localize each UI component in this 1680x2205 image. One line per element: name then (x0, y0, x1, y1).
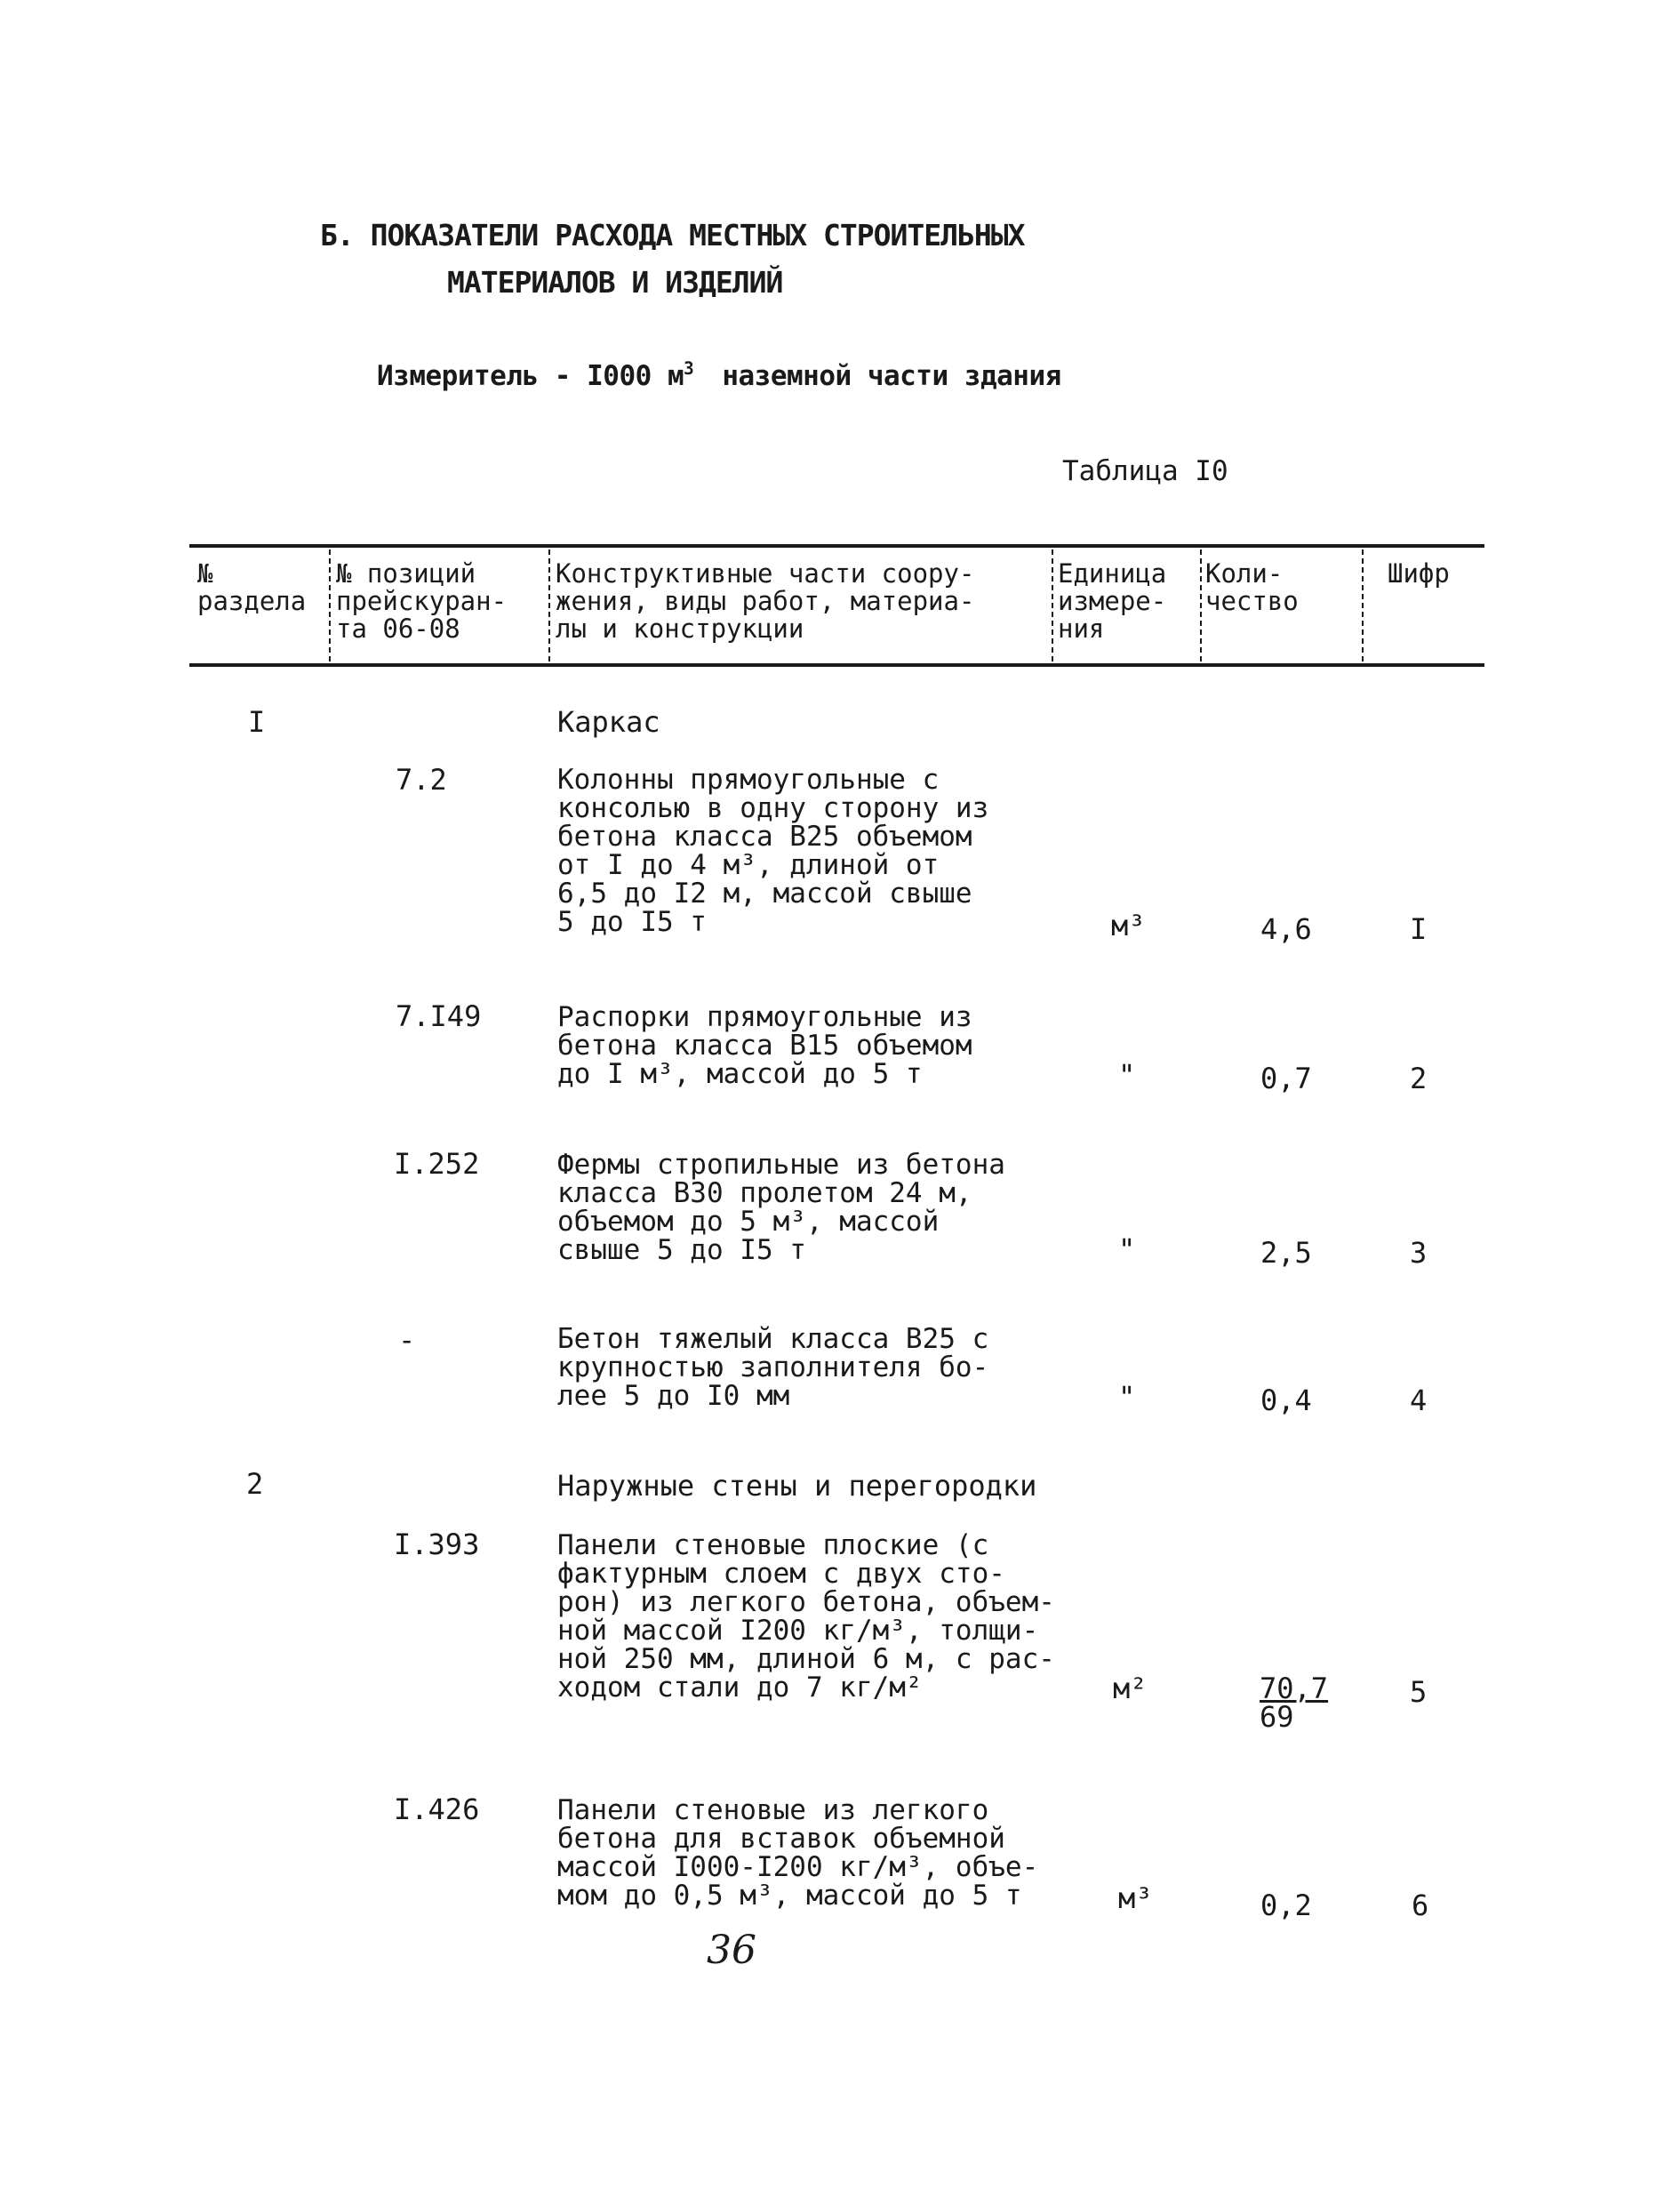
section-number: 2 (246, 1467, 264, 1501)
row-quantity: 4,6 (1260, 912, 1312, 946)
row-quantity: 0,7 (1260, 1062, 1312, 1095)
row-quantity-top: 70,7 (1260, 1672, 1329, 1705)
page-number: 36 (707, 1928, 756, 1973)
row-description: Фермы стропильные из бетона класса В30 пролетом 24 м, объемом до 5 м³, массой свыше 5 до I5 т (557, 1149, 1005, 1266)
row-description: Панели стеновые из легкого бетона для вставок объемной массой I000-I200 кг/м³, объе- мом до 0,5 м³, массой до 5 т (557, 1794, 1039, 1912)
row-description: Панели стеновые плоские (с фактурным слоем с двух сто- рон) из легкого бетона, объем- ной массой I200 кг/м³, толщи- ной 250 мм, длиной 6 м, с рас- ходом стали до 7 кг/м² (557, 1529, 1055, 1704)
header-divider-3 (1052, 549, 1053, 662)
row-description: Распорки прямоугольные из бетона класса В15 объемом до I м³, массой до 5 т (557, 1001, 972, 1090)
row-code: 6 (1412, 1888, 1429, 1922)
header-col-code: Шифр (1388, 558, 1450, 589)
section-title-line2: МАТЕРИАЛОВ И ИЗДЕЛИЙ (447, 265, 783, 300)
row-code: 4 (1410, 1383, 1428, 1417)
header-col-quantity: Коли- чество (1205, 558, 1299, 616)
row-unit: " (1118, 1232, 1136, 1266)
header-divider-5 (1362, 549, 1364, 662)
row-position: I.393 (394, 1527, 480, 1561)
row-position: I.426 (394, 1792, 480, 1826)
row-position: I.252 (394, 1147, 480, 1181)
header-divider-2 (548, 549, 550, 662)
header-top-rule (189, 544, 1484, 548)
row-code: 2 (1410, 1062, 1428, 1095)
section-number: I (248, 705, 266, 739)
header-col-section: № раздела (197, 558, 307, 616)
header-divider-4 (1200, 549, 1202, 662)
row-code: 5 (1410, 1675, 1428, 1709)
header-col-description: Конструктивные части соору- жения, виды работ, материа- лы и конструкции (556, 558, 975, 644)
row-position: 7.I49 (396, 999, 482, 1033)
table-label: Таблица I0 (1062, 455, 1228, 487)
measure-prefix: Измеритель - I000 м (377, 360, 684, 392)
row-unit: " (1118, 1380, 1136, 1414)
row-code: 3 (1410, 1236, 1428, 1270)
row-quantity: 2,5 (1260, 1236, 1312, 1270)
row-unit: м² (1113, 1672, 1148, 1705)
row-position: 7.2 (396, 763, 447, 797)
row-position: - (398, 1323, 416, 1357)
header-col-position: № позиций прейскуран- та 06-08 (336, 558, 508, 644)
header-col-unit: Единица измере- ния (1058, 558, 1167, 644)
row-unit: м³ (1111, 909, 1146, 942)
row-quantity: 0,2 (1260, 1888, 1312, 1922)
section-title-line1: Б. ПОКАЗАТЕЛИ РАСХОДА МЕСТНЫХ СТРОИТЕЛЬНЫХ (320, 218, 1025, 253)
header-divider-1 (329, 549, 331, 662)
row-description: Колонны прямоугольные с консолью в одну сторону из бетона класса В25 объемом от I до 4 м³, длиной от 6,5 до I2 м, массой свыше 5 до I5 т (557, 764, 989, 938)
section-title: Каркас (557, 705, 660, 739)
row-code: I (1410, 912, 1428, 946)
header-bottom-rule (189, 663, 1484, 667)
measure-sup: 3 (684, 357, 694, 379)
row-unit: " (1118, 1058, 1136, 1092)
measure-suffix: наземной части здания (722, 360, 1061, 392)
row-quantity-bottom: 69 (1260, 1700, 1294, 1734)
measure-line (377, 357, 1061, 392)
row-quantity: 0,4 (1260, 1383, 1312, 1417)
row-unit: м³ (1118, 1881, 1153, 1915)
section-title: Наружные стены и перегородки (557, 1469, 1037, 1503)
row-description: Бетон тяжелый класса В25 с крупностью заполнителя бо- лее 5 до I0 мм (557, 1323, 989, 1412)
